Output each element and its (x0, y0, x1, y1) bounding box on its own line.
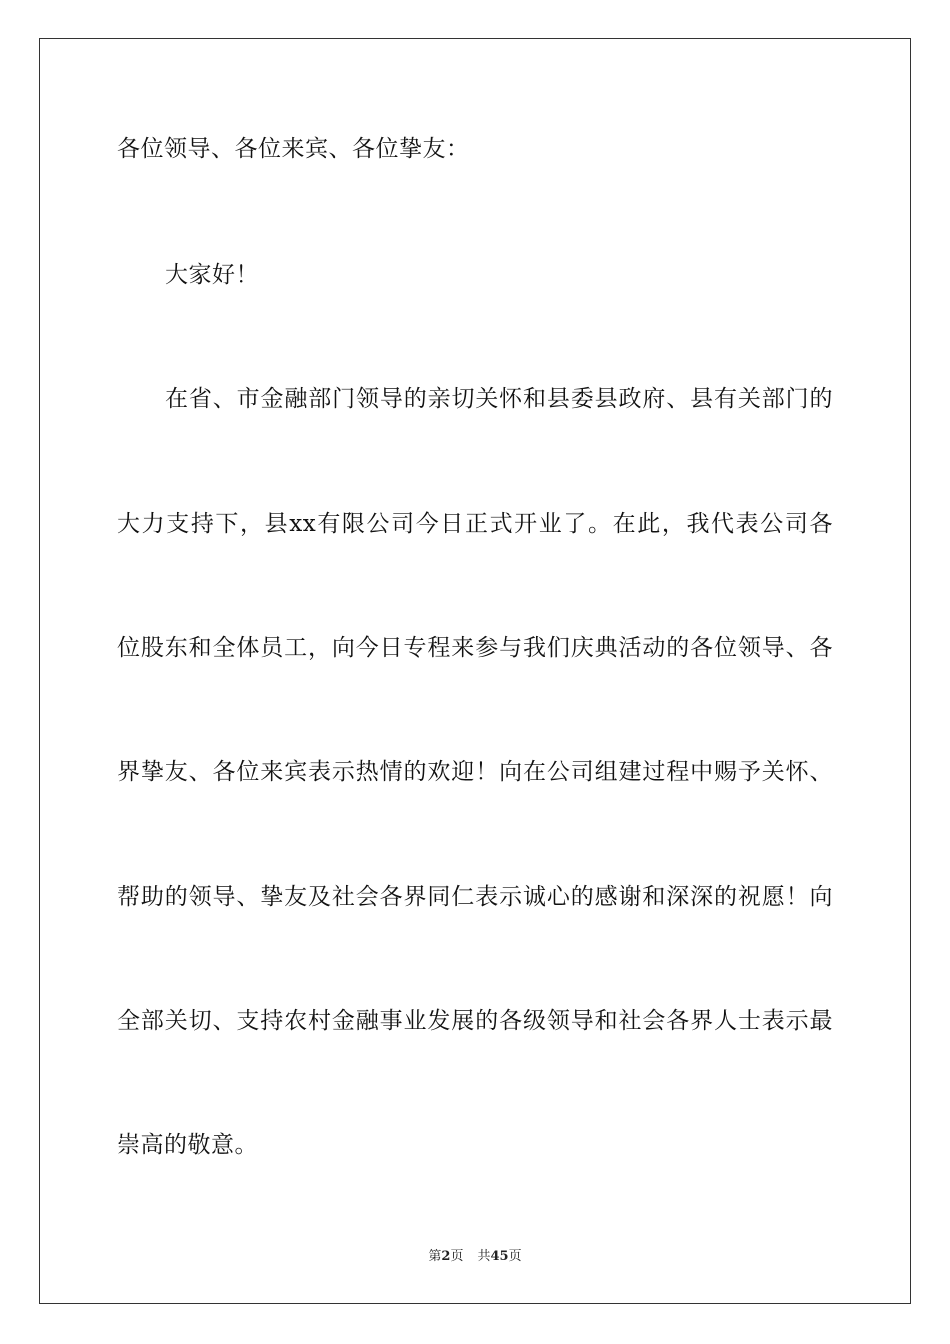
body-line-4-text: 界挚友、各位来宾表示热情的欢迎！向在公司组建过程中赐予关怀、 (117, 759, 833, 785)
body-line-1-text: 在省、市金融部门领导的亲切关怀和县委县政府、县有关部门的 (165, 386, 833, 412)
total-prefix: 共 (477, 1249, 491, 1264)
total-pages: 45 (490, 1249, 509, 1264)
greeting-line: 大家好！ (165, 262, 259, 288)
body-line-3-text: 位股东和全体员工，向今日专程来参与我们庆典活动的各位领导、各 (117, 635, 833, 661)
body-line-3 (117, 633, 833, 663)
page-suffix: 页 (450, 1249, 464, 1264)
page-prefix: 第 (428, 1249, 442, 1264)
body-line-4 (117, 757, 833, 787)
body-line-5 (117, 882, 833, 912)
body-line-7: 崇高的敬意。 (117, 1132, 258, 1158)
total-suffix: 页 (508, 1249, 522, 1264)
body-line-6 (117, 1006, 833, 1036)
page-border (39, 38, 911, 1304)
page-number: 2 (441, 1249, 451, 1264)
body-line-1 (165, 384, 833, 414)
body-line-6-text: 全部关切、支持农村金融事业发展的各级领导和社会各界人士表示最 (117, 1008, 833, 1034)
page-footer (0, 1248, 950, 1266)
body-line-5-text: 帮助的领导、挚友及社会各界同仁表示诚心的感谢和深深的祝愿！向 (117, 884, 833, 910)
body-line-2-text: 大力支持下，县xx有限公司今日正式开业了。在此，我代表公司各 (117, 511, 833, 537)
salutation-line: 各位领导、各位来宾、各位挚友： (117, 136, 470, 162)
body-line-2 (117, 509, 833, 539)
